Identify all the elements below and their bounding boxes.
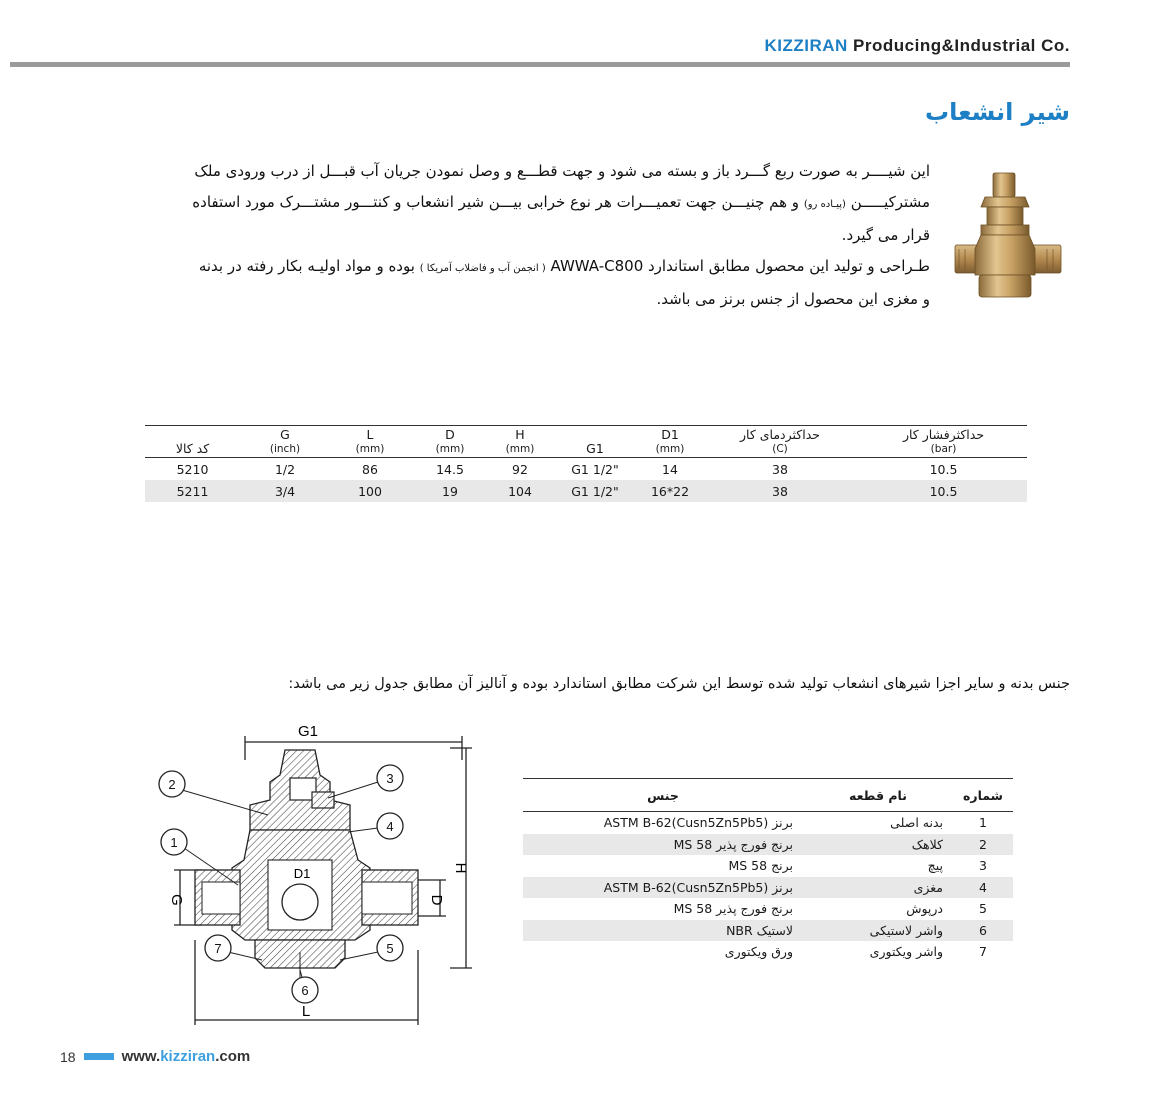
spec-cell: 14.5	[436, 461, 464, 477]
material-header-material: جنس	[523, 779, 803, 812]
dim-label-h: H	[452, 862, 469, 874]
spec-cell: 104	[490, 480, 550, 502]
spec-header-l-label: L	[366, 427, 374, 442]
intro-line-5: و مغزی این محصول از جنس برنز می باشد.	[656, 290, 930, 308]
spec-cell: 5211	[145, 480, 240, 502]
spec-cell: G1 1/2"	[571, 461, 619, 477]
material-value: لاستیک NBR	[523, 920, 803, 942]
header-divider	[10, 62, 1070, 67]
material-num: 1	[979, 815, 987, 831]
table-row	[523, 898, 1013, 920]
callout-5: 5	[386, 941, 394, 956]
spec-header-h	[490, 426, 550, 458]
spec-header-h-label: H	[515, 427, 525, 442]
dim-label-l: L	[301, 1003, 311, 1020]
material-value: ورق ویکتوری	[724, 944, 793, 960]
spec-cell: 38	[700, 480, 860, 502]
material-value: برنج فورج پذیر MS 58	[673, 901, 793, 917]
spec-header-code-label: کد کالا	[175, 441, 210, 456]
spec-header-d1-unit: (mm)	[655, 443, 685, 455]
intro-line-4b: بوده و مواد اولیـه بکار رفته در بدنه	[198, 257, 415, 275]
material-header-part: نام قطعه	[803, 779, 953, 812]
material-part: واشر ویکتوری	[869, 944, 943, 960]
table-row	[523, 941, 1013, 963]
table-row	[523, 812, 1013, 834]
material-value: برنج MS 58	[728, 858, 793, 874]
spec-header-d1	[640, 426, 700, 458]
intro-line-2-small: (پیـاده رو)	[803, 199, 846, 210]
spec-header-d1-label: D1	[661, 427, 679, 442]
footer-accent-bar	[84, 1053, 114, 1060]
spec-cell: 100	[330, 480, 410, 502]
spec-header-code	[145, 426, 240, 458]
spec-header-l-unit: (mm)	[355, 443, 385, 455]
callout-7: 7	[214, 941, 222, 956]
spec-header-g-label: G	[280, 427, 290, 442]
material-value: برنز ASTM B-62(Cusn5Zn5Pb5)	[523, 877, 803, 899]
table-row	[145, 458, 1027, 481]
spec-header-max-temp-unit: (C)	[772, 443, 788, 455]
spec-table	[145, 425, 1027, 502]
spec-header-row	[145, 426, 1027, 458]
spec-cell: G1 1/2"	[550, 480, 640, 502]
spec-header-h-unit: (mm)	[505, 443, 535, 455]
material-num: 7	[979, 944, 987, 960]
intro-line-3: قرار می گیرد.	[841, 226, 930, 244]
url-brand: kizziran	[160, 1048, 216, 1065]
spec-header-max-pressure-label: حداکثرفشار کار	[902, 427, 985, 442]
table-row	[145, 480, 1027, 502]
spec-header-g1-label: G1	[586, 441, 604, 456]
material-part: بدنه اصلی	[890, 815, 943, 831]
material-value: برنج فورج پذیر MS 58	[523, 834, 803, 856]
material-part: درپوش	[906, 901, 943, 917]
spec-header-g-unit: (inch)	[269, 443, 301, 455]
intro-line-4a: طـراحی و تولید این محصول مطابق استاندارد AWWA-C800	[550, 257, 930, 275]
material-num: 2	[953, 834, 1013, 856]
table-row	[523, 834, 1013, 856]
spec-header-max-pressure-unit: (bar)	[930, 443, 957, 455]
spec-cell: 38	[772, 461, 788, 477]
spec-cell: 92	[512, 461, 528, 477]
material-header-row	[523, 779, 1013, 812]
material-table	[523, 778, 1013, 963]
intro-line-2	[95, 187, 930, 220]
material-header-num: شماره	[953, 779, 1013, 812]
spec-cell: 1/2	[274, 461, 296, 477]
company-brand	[765, 36, 1071, 56]
intro-line-4	[95, 251, 930, 284]
spec-header-g	[240, 426, 330, 458]
table-row	[523, 920, 1013, 942]
material-num: 3	[979, 858, 987, 874]
intro-line-2b: و هم چنیـــن جهت تعمیـــرات هر نوع خرابی بیـــن شیر انشعاب و کنتـــور مشتـــرک مورد استفاده	[192, 193, 800, 211]
url-suffix: .com	[215, 1048, 251, 1065]
spec-cell: 14	[662, 461, 678, 477]
dim-label-g: G	[168, 894, 185, 906]
spec-header-d	[410, 426, 490, 458]
spec-cell: 19	[410, 480, 490, 502]
valve-cross-section-drawing	[150, 720, 490, 1030]
spec-header-max-pressure	[860, 426, 1027, 458]
spec-header-max-temp-label: حداکثردمای کار	[739, 427, 820, 442]
spec-cell: 10.5	[929, 461, 958, 477]
callout-3: 3	[386, 771, 394, 786]
table-row	[523, 877, 1013, 899]
material-part: پیچ	[927, 858, 943, 874]
brand-rest: Producing&Industrial Co.	[847, 36, 1070, 55]
brand-name: KIZZIRAN	[764, 36, 848, 55]
intro-paragraph	[95, 156, 930, 315]
material-value: برنز ASTM B-62(Cusn5Zn5Pb5)	[603, 815, 793, 831]
materials-note: جنس بدنه و سایر اجزا شیرهای انشعاب تولید شده توسط این شرکت مطابق استاندارد بوده و آنالیز آن مطابق جدول زیر می باشد:	[288, 676, 1070, 692]
material-num: 4	[953, 877, 1013, 899]
callout-1: 1	[170, 835, 178, 850]
material-num: 5	[979, 901, 987, 917]
callout-4: 4	[386, 819, 394, 834]
page-footer	[60, 1048, 250, 1065]
material-num: 6	[953, 920, 1013, 942]
dim-label-g1: G1	[297, 723, 319, 740]
table-row	[523, 855, 1013, 877]
spec-cell: 5210	[176, 461, 209, 477]
material-part: کلاهک	[803, 834, 953, 856]
material-part: واشر لاستیکی	[803, 920, 953, 942]
intro-line-1: این شیــــر به صورت ربع گـــرد باز و بسته می شود و جهت قطـــع و وصل نمودن جریان آب قبـــل از درب ورودی ملک	[194, 162, 930, 180]
dim-label-d1: D1	[293, 866, 311, 881]
page-number: 18	[60, 1048, 76, 1065]
spec-header-d-label: D	[445, 427, 455, 442]
valve-product-image	[945, 165, 1070, 315]
website-link[interactable]	[122, 1048, 251, 1065]
intro-line-4-small: ( انجمن آب و فاضلاب آمریکا )	[419, 263, 546, 274]
page-title: شیر انشعاب	[924, 98, 1070, 126]
url-prefix: www.	[121, 1048, 161, 1065]
spec-cell: 86	[362, 461, 378, 477]
intro-line-2a: مشترکیـــــن	[850, 193, 930, 211]
spec-cell: 3/4	[240, 480, 330, 502]
spec-header-g1	[550, 426, 640, 458]
callout-6: 6	[301, 983, 309, 998]
spec-header-d-unit: (mm)	[435, 443, 465, 455]
spec-cell: 16*22	[640, 480, 700, 502]
spec-header-l	[330, 426, 410, 458]
spec-header-max-temp	[700, 426, 860, 458]
spec-cell: 10.5	[860, 480, 1027, 502]
material-part: مغزی	[803, 877, 953, 899]
dim-label-d: D	[428, 894, 445, 906]
callout-2: 2	[168, 777, 176, 792]
